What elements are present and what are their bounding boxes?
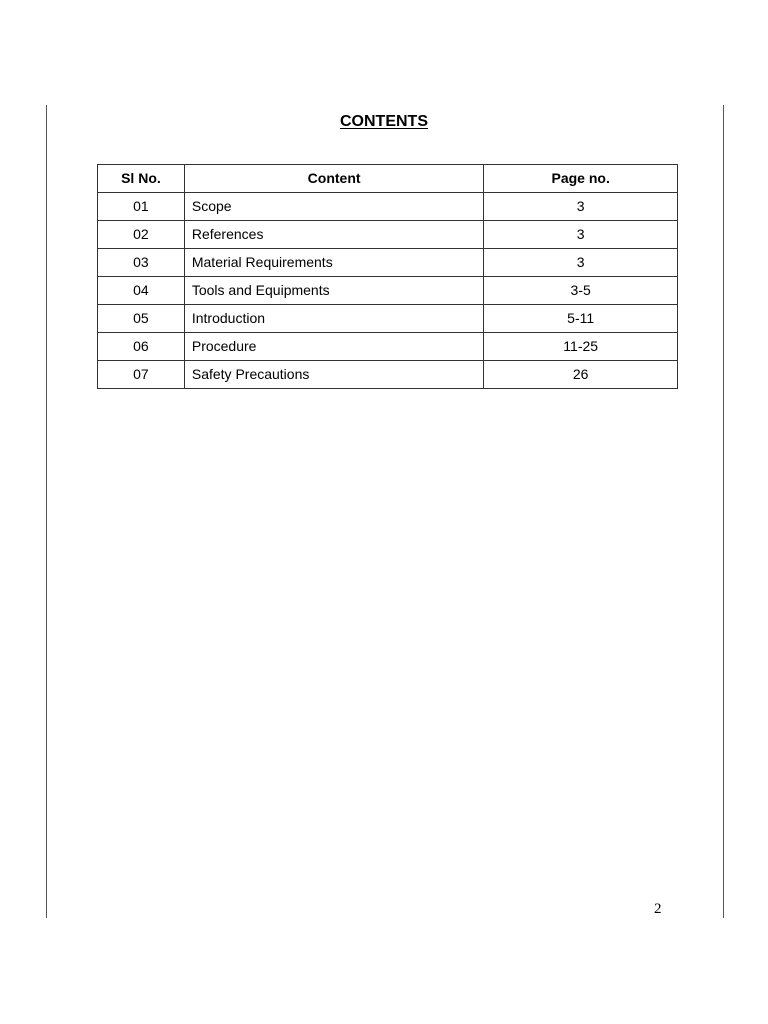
table-header-row xyxy=(98,165,678,193)
row-content: Safety Precautions xyxy=(184,361,483,389)
page-title: CONTENTS xyxy=(340,113,428,130)
row-page-no: 26 xyxy=(484,361,678,389)
contents-table xyxy=(97,164,678,389)
row-content: Procedure xyxy=(184,333,483,361)
row-sl-no: 06 xyxy=(98,333,185,361)
row-content: Tools and Equipments xyxy=(184,277,483,305)
right-margin-rule xyxy=(723,105,724,918)
row-sl-no: 04 xyxy=(98,277,185,305)
page-number: 2 xyxy=(654,901,662,917)
table-row xyxy=(98,333,678,361)
row-sl-no: 07 xyxy=(98,361,185,389)
row-content: Introduction xyxy=(184,305,483,333)
row-sl-no: 03 xyxy=(98,249,185,277)
table-row xyxy=(98,193,678,221)
column-header-page-no: Page no. xyxy=(484,165,678,193)
table-row xyxy=(98,305,678,333)
column-header-content: Content xyxy=(184,165,483,193)
table-row xyxy=(98,361,678,389)
row-content: References xyxy=(184,221,483,249)
row-page-no: 3 xyxy=(484,221,678,249)
left-margin-rule xyxy=(46,105,47,918)
row-page-no: 3 xyxy=(484,249,678,277)
table-row xyxy=(98,221,678,249)
row-sl-no: 01 xyxy=(98,193,185,221)
row-page-no: 3 xyxy=(484,193,678,221)
table-row xyxy=(98,249,678,277)
row-content: Scope xyxy=(184,193,483,221)
table-row xyxy=(98,277,678,305)
row-page-no: 11-25 xyxy=(484,333,678,361)
row-page-no: 5-11 xyxy=(484,305,678,333)
row-page-no: 3-5 xyxy=(484,277,678,305)
row-sl-no: 05 xyxy=(98,305,185,333)
row-sl-no: 02 xyxy=(98,221,185,249)
column-header-sl-no: Sl No. xyxy=(98,165,185,193)
row-content: Material Requirements xyxy=(184,249,483,277)
